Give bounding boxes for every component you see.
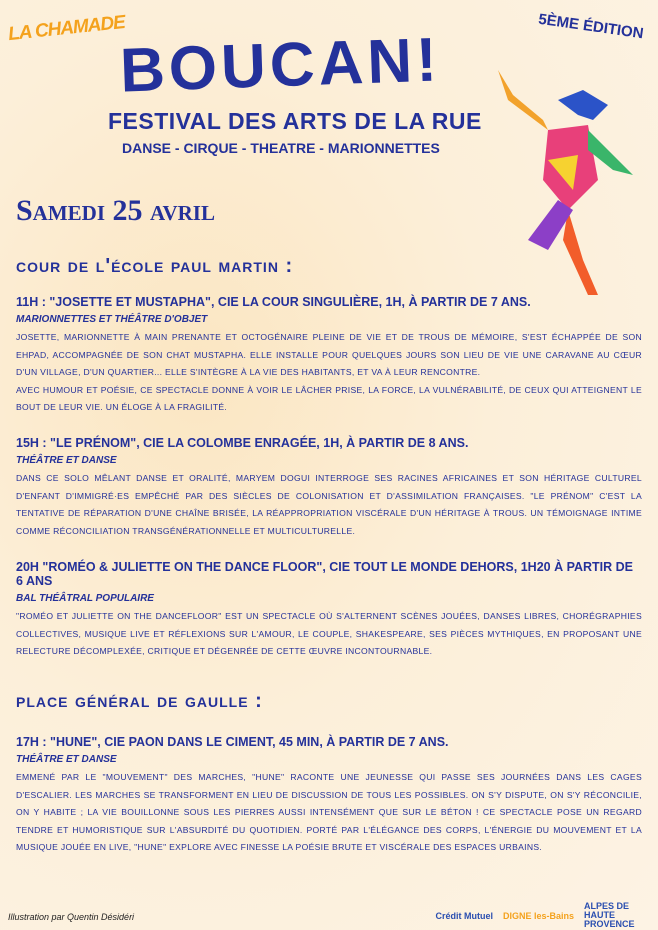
show-title: 11H : "JOSETTE ET MUSTAPHA", CIE LA COUR SINGULIÈRE, 1H, À PARTIR DE 7 ANS. xyxy=(16,295,531,309)
event-date: Samedi 25 avril xyxy=(16,194,215,227)
edition-label: 5ÈME ÉDITION xyxy=(537,10,645,43)
show-description: AVEC HUMOUR ET POÉSIE, CE SPECTACLE DONNE À VOIR LE LÂCHER PRISE, LA FORCE, LA VULNÉRABILITÉ, DE CEUX QUI ATTEIGNENT LE BOUT DE LEUR VIE. UN ÉLOGE À LA FRAGILITÉ. xyxy=(16,384,642,412)
la-chamade-logo: LA CHAMADE xyxy=(7,11,126,46)
show-title: 17H : "HUNE", CIE PAON DANS LE CIMENT, 45 MIN, À PARTIR DE 7 ANS. xyxy=(16,735,449,749)
show-genre: THÉÂTRE ET DANSE xyxy=(16,754,117,765)
show-description: DANS CE SOLO MÊLANT DANSE ET ORALITÉ, MARYEM DOGUI INTERROGE SES RACINES AFRICAINES ET SON HÉRITAGE CULTUREL D'ENFANT D'IMMIGRÉ·ES EMPÊCHÉ PAR DES SIÈCLES DE COLONISATION ET D'ASSIMILATION FRANÇAISES. "LE PRÉNOM" C'EST LA TENTATIVE DE RÉPARATION D'UNE CHAÎNE BRISÉE, LA RÉAPPROPRIATION VISCÉRALE D'UN HÉRITAGE À TROUS. UN TÉMOIGNAGE INTIME COMME RÉCONCILIATION TRANSGÉNÉRATIONNELLE ET MULTICULTURELLE. xyxy=(16,473,642,536)
venue-heading: place général de gaulle : xyxy=(16,690,263,712)
show-description: "ROMÉO ET JULIETTE ON THE DANCEFLOOR" EST UN SPECTACLE OÙ S'ALTERNENT SCÈNES JOUÉES, DANSES LIBRES, CHORÉGRAPHIES COLLECTIVES, MUSIQUE LIVE ET RÉFLEXIONS SUR L'AMOUR, LE COUPLE, SHAKESPEARE, SES PIÈCES MYTHIQUES, EN PROPOSANT UNE RELECTURE DÉCOMPLEXÉE, CRITIQUE ET DÉGENRÉE DE CETTE ŒUVRE INCONTOURNABLE. xyxy=(16,611,642,656)
disciplines: DANSE - CIRQUE - THEATRE - MARIONNETTES xyxy=(122,140,440,156)
show-description: JOSETTE, MARIONNETTE À MAIN PRENANTE ET OCTOGÉNAIRE PLEINE DE VIE ET DE TROUS DE MÉMOIRE, S'EST ÉCHAPPÉE DE SON EHPAD, ACCOMPAGNÉE DE SON CHAT MUSTAPHA. ELLE INSTALLE POUR QUELQUES JOURS SON LIEU DE VIE UNE CARAVANE AU CŒUR D'UN VILLAGE, D'UN QUARTIER... ELLE S'INTÈGRE À LA VIE DES HABITANTS, ET VA À LEUR RENCONTRE. xyxy=(16,332,642,377)
show-genre: THÉÂTRE ET DANSE xyxy=(16,455,117,466)
illustration-credit: Illustration par Quentin Désidéri xyxy=(8,912,135,922)
sponsor-logo: Crédit Mutuel xyxy=(435,910,493,921)
festival-subtitle: FESTIVAL DES ARTS DE LA RUE xyxy=(108,108,482,134)
show-item xyxy=(16,295,642,417)
harlequin-illustration xyxy=(488,60,638,300)
sponsor-logos xyxy=(435,902,654,929)
show-title: 15H : "LE PRÉNOM", CIE LA COLOMBE ENRAGÉE, 1H, À PARTIR DE 8 ANS. xyxy=(16,436,469,450)
show-description: EMMENÉ PAR LE "MOUVEMENT" DES MARCHES, "HUNE" RACONTE UNE JEUNESSE QUI PASSE SES JOURNÉES DANS LES CAGES D'ESCALIER. LES MARCHES SE TRANSFORMENT EN LIEU DE DISCUSSION DE TOUS LES POSSIBLES. ON S'Y DISPUTE, ON S'Y RÉCONCILIE, ON Y HABITE ; LA VIE BOUILLONNE SOUS LES PIERRES AUSSI INTENSÉMENT QUE SUR LE BÉTON ! CE SPECTACLE POSE UN REGARD TENDRE ET HUMORISTIQUE SUR L'ABSURDITÉ DU QUOTIDIEN. PORTÉ PAR L'ÉLÉGANCE DES CORPS, L'ÉNERGIE DU MOUVEMENT ET LA MUSIQUE JOUÉE EN LIVE, "HUNE" EXPLORE AVEC FINESSE LA POÉSIE BRUTE ET VISCÉRALE DES ESPACES URBAINS. xyxy=(16,772,642,852)
show-item xyxy=(16,560,642,661)
show-genre: BAL THÉÂTRAL POPULAIRE xyxy=(16,593,154,604)
festival-title: BOUCAN! xyxy=(118,25,442,106)
show-item xyxy=(16,436,642,540)
show-title: 20H "ROMÉO & JULIETTE ON THE DANCE FLOOR", CIE TOUT LE MONDE DEHORS, 1H20 À PARTIR DE 6 ANS xyxy=(16,560,634,588)
show-item xyxy=(16,735,642,857)
venue-heading: cour de l'école paul martin : xyxy=(16,255,294,277)
sponsor-logo: ALPES DE HAUTE PROVENCE xyxy=(584,901,635,929)
sponsor-logo: DIGNE les-Bains xyxy=(502,910,574,921)
show-genre: MARIONNETTES ET THÉÂTRE D'OBJET xyxy=(16,314,208,325)
